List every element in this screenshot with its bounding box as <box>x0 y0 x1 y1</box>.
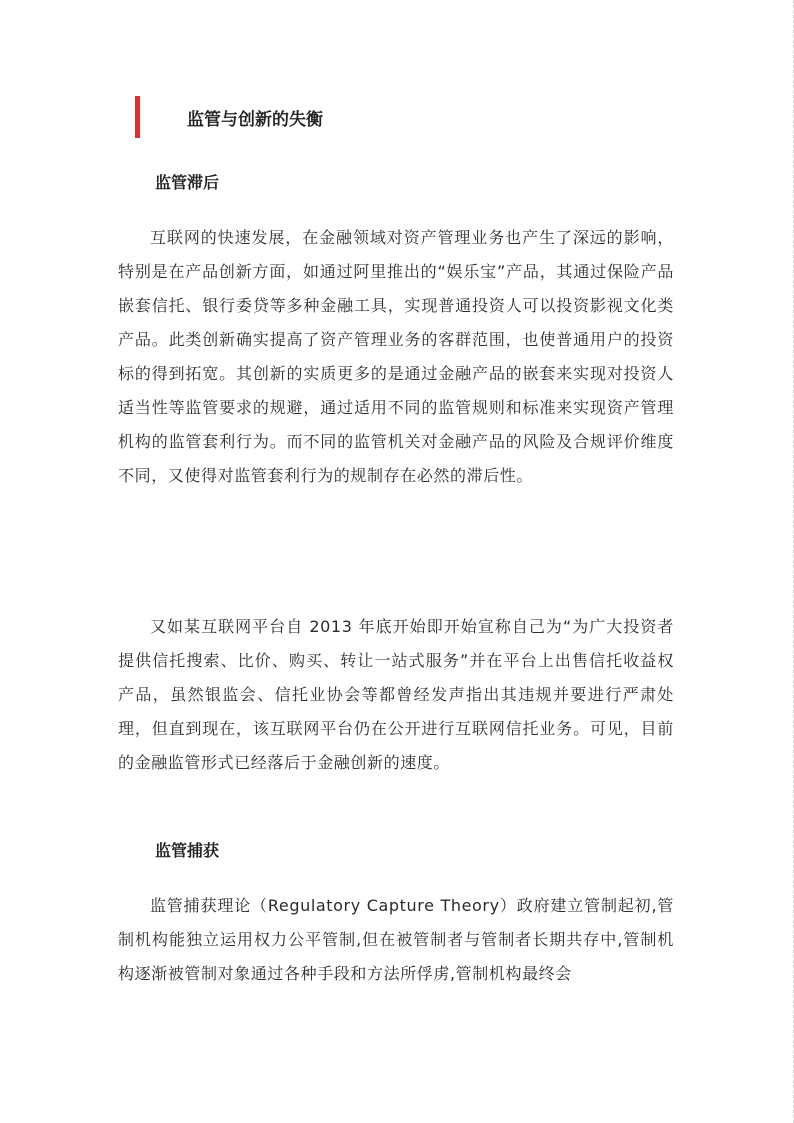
subsection-heading-regulatory-capture: 监管捕获 <box>155 841 220 860</box>
section-header <box>135 96 695 138</box>
section-title: 监管与创新的失衡 <box>187 110 323 130</box>
section-accent-bar <box>135 96 140 138</box>
paragraph-regulatory-capture-1: 监管捕获理论（Regulatory Capture Theory）政府建立管制起初,管制机构能独立运用权力公平管制,但在被管制者与管制者长期共存中,管制机构逐渐被管制对象通过各种手段和方法所俘虏,管制机构最终会 <box>118 896 674 983</box>
paragraph-regulatory-lag-2: 又如某互联网平台自 2013 年底开始即开始宣称自己为“为广大投资者提供信托搜索、比价、购买、转让一站式服务”并在平台上出售信托收益权产品，虽然银监会、信托业协会等都曾经发声指出其违规并要进行严肃处理，但直到现在，该互联网平台仍在公开进行互联网信托业务。可见，目前的金融监管形式已经落后于金融创新的速度。 <box>118 617 674 772</box>
subsection-heading-regulatory-lag: 监管滞后 <box>155 173 220 192</box>
paragraph-regulatory-lag-1: 互联网的快速发展，在金融领域对资产管理业务也产生了深远的影响，特别是在产品创新方面，如通过阿里推出的“娱乐宝”产品，其通过保险产品嵌套信托、银行委贷等多种金融工具，实现普通投资人可以投资影视文化类产品。此类创新确实提高了资产管理业务的客群范围，也使普通用户的投资标的得到拓宽。其创新的实质更多的是通过金融产品的嵌套来实现对投资人适当性等监管要求的规避，通过适用不同的监管规则和标准来实现资产管理机构的监管套利行为。而不同的监管机关对金融产品的风险及合规评价维度不同，又使得对监管套利行为的规制存在必然的滞后性。 <box>118 228 674 485</box>
